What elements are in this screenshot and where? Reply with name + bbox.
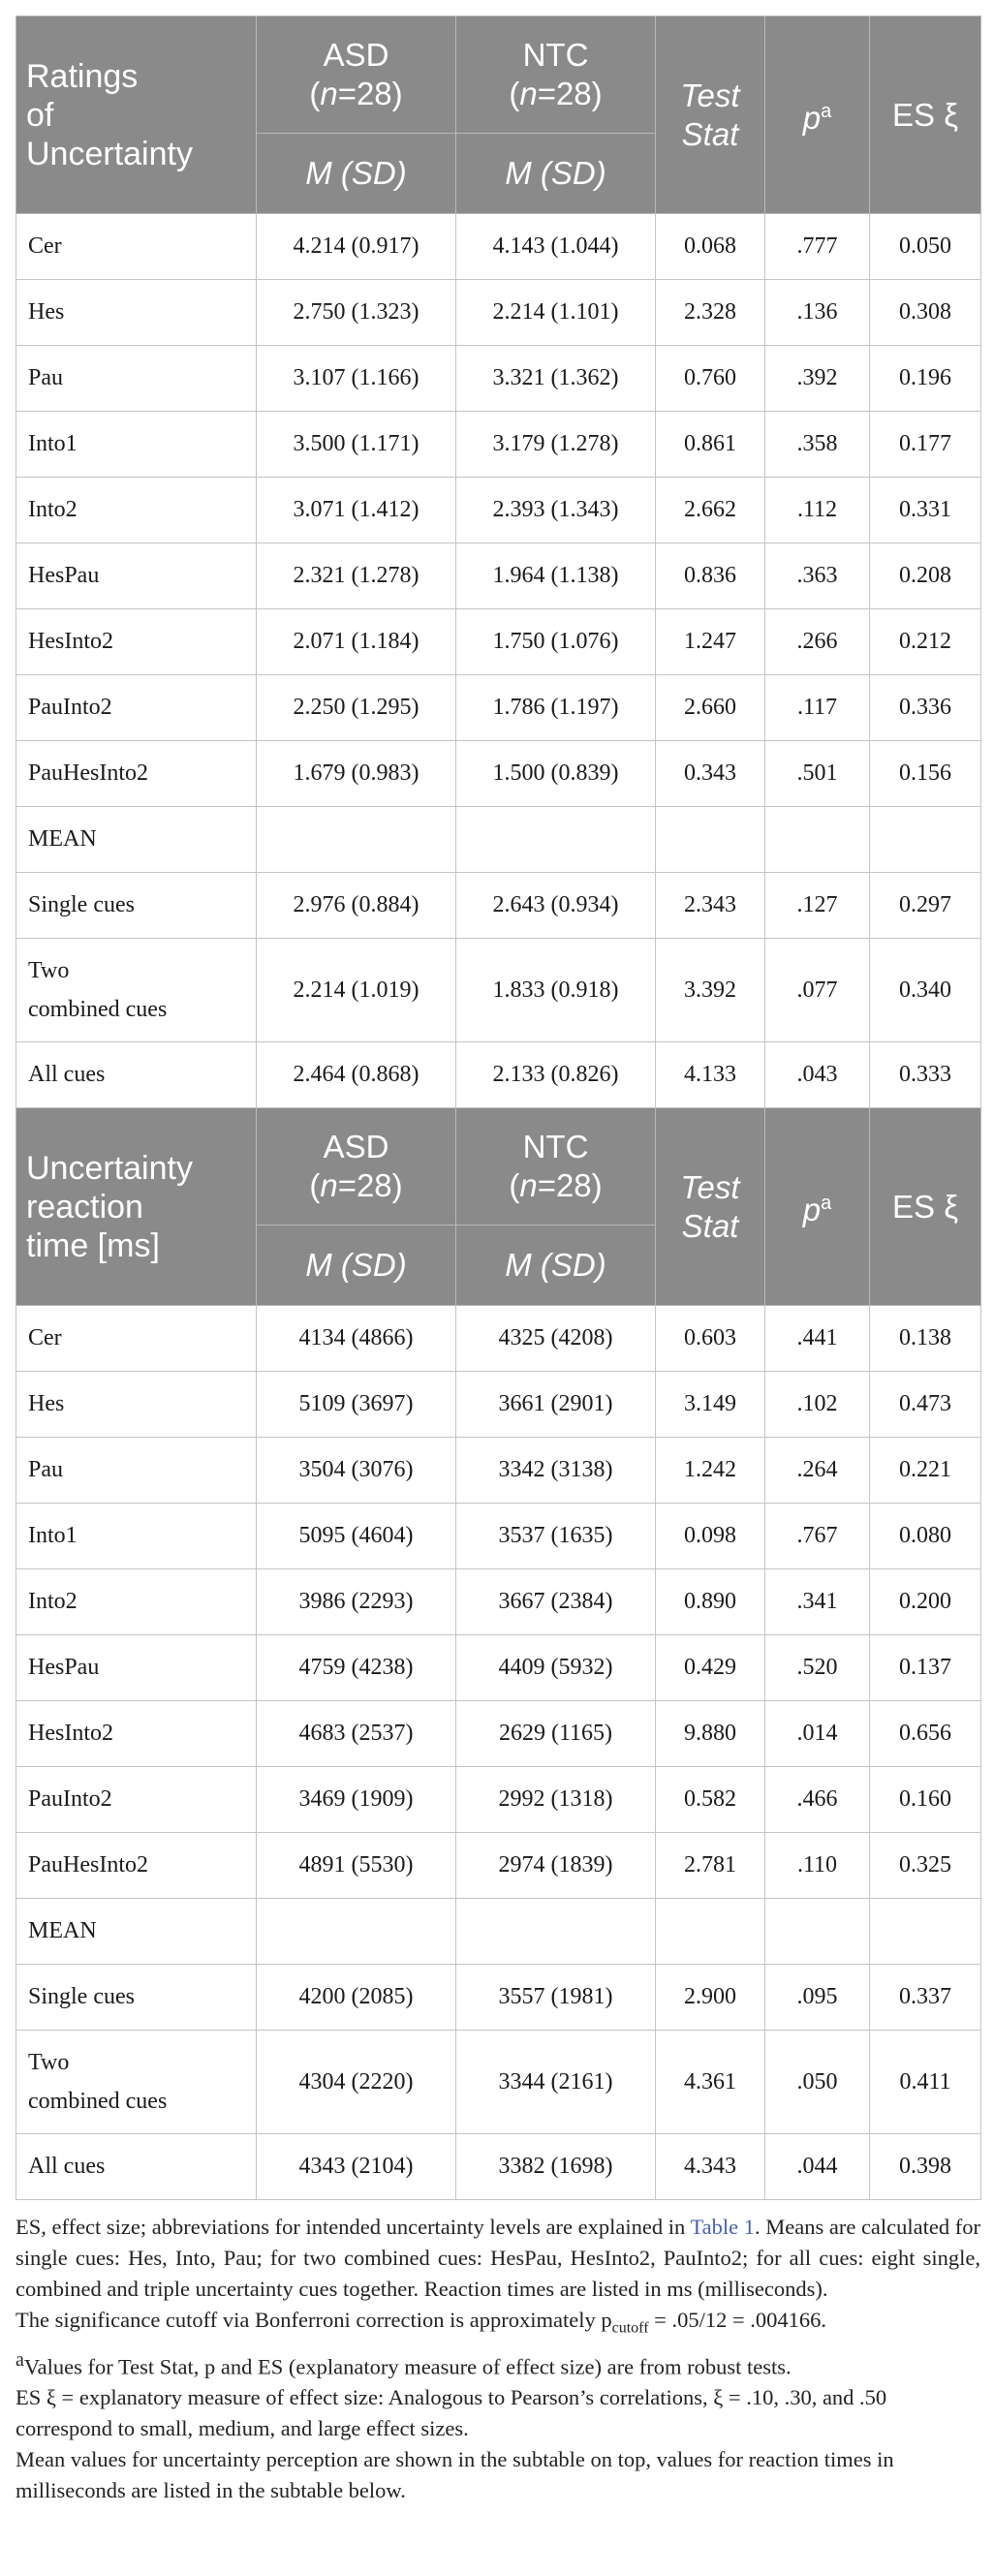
test-stat-value: [656, 807, 765, 873]
ntc-value: 3382 (1698): [456, 2134, 656, 2200]
table-row: [16, 1635, 981, 1701]
ntc-value: 2629 (1165): [456, 1701, 656, 1767]
effect-size-header-2: ES ξ: [870, 1108, 981, 1306]
ntc-value: 3.321 (1.362): [456, 346, 656, 412]
asd-value: 4683 (2537): [257, 1701, 456, 1767]
row-label: Pau: [16, 1438, 257, 1504]
test-stat-value: 3.149: [656, 1372, 765, 1438]
ntc-value: 3342 (3138): [456, 1438, 656, 1504]
table-row: [16, 280, 981, 346]
test-stat-value: 0.068: [656, 214, 765, 280]
test-stat-value: 9.880: [656, 1701, 765, 1767]
asd-value: 2.464 (0.868): [257, 1042, 456, 1108]
row-label: Cer: [16, 1306, 257, 1372]
table-row: [16, 478, 981, 543]
row-label: Into2: [16, 1569, 257, 1635]
test-stat-value: 2.662: [656, 478, 765, 543]
effect-size-value: [870, 807, 981, 873]
effect-size-value: 0.331: [870, 478, 981, 543]
effect-size-value: 0.656: [870, 1701, 981, 1767]
table-footnotes: [16, 2212, 980, 2506]
row-label: Single cues: [16, 873, 257, 939]
effect-size-value: 0.221: [870, 1438, 981, 1504]
ntc-value: 3667 (2384): [456, 1569, 656, 1635]
p-value: .392: [765, 346, 870, 412]
row-label: All cues: [16, 1042, 257, 1108]
ntc-value: [456, 1899, 656, 1965]
asd-value: 4304 (2220): [257, 2031, 456, 2134]
table-row: [16, 543, 981, 609]
asd-value: [257, 1899, 456, 1965]
test-stat-value: 0.343: [656, 741, 765, 807]
effect-size-value: 0.208: [870, 543, 981, 609]
table-row: [16, 1701, 981, 1767]
asd-value: 3504 (3076): [257, 1438, 456, 1504]
asd-value: 2.214 (1.019): [257, 939, 456, 1042]
reaction-time-title: Uncertainty reaction time [ms]: [16, 1108, 257, 1306]
table-row: [16, 214, 981, 280]
table-row: [16, 1042, 981, 1108]
row-label: Into1: [16, 1504, 257, 1569]
table-row: [16, 609, 981, 675]
ntc-value: 1.786 (1.197): [456, 675, 656, 741]
p-value: .441: [765, 1306, 870, 1372]
row-label: Into2: [16, 478, 257, 543]
ntc-value: 1.833 (0.918): [456, 939, 656, 1042]
asd-value: 3.107 (1.166): [257, 346, 456, 412]
ntc-value: 4325 (4208): [456, 1306, 656, 1372]
effect-size-value: 0.160: [870, 1767, 981, 1833]
table-row: [16, 2134, 981, 2200]
row-label: Single cues: [16, 1965, 257, 2031]
p-value: .110: [765, 1833, 870, 1899]
asd-value: 5109 (3697): [257, 1372, 456, 1438]
row-label: PauHesInto2: [16, 1833, 257, 1899]
test-stat-value: 0.836: [656, 543, 765, 609]
effect-size-value: 0.177: [870, 412, 981, 478]
row-label: PauInto2: [16, 675, 257, 741]
p-value: .102: [765, 1372, 870, 1438]
test-stat-value: 2.900: [656, 1965, 765, 2031]
p-value: .520: [765, 1635, 870, 1701]
p-value: .044: [765, 2134, 870, 2200]
test-stat-value: 2.781: [656, 1833, 765, 1899]
row-label: Hes: [16, 1372, 257, 1438]
row-label: HesPau: [16, 1635, 257, 1701]
row-label: HesInto2: [16, 609, 257, 675]
asd-value: 3.071 (1.412): [257, 478, 456, 543]
ntc-value: 4409 (5932): [456, 1635, 656, 1701]
results-table-container: [16, 16, 980, 2506]
p-value: .363: [765, 543, 870, 609]
effect-size-value: 0.200: [870, 1569, 981, 1635]
test-stat-value: 4.361: [656, 2031, 765, 2134]
asd-m-sd-header: M (SD): [257, 134, 456, 214]
asd-value: 4200 (2085): [257, 1965, 456, 2031]
effect-size-value: 0.080: [870, 1504, 981, 1569]
effect-size-value: 0.050: [870, 214, 981, 280]
ntc-value: 4.143 (1.044): [456, 214, 656, 280]
test-stat-value: 1.242: [656, 1438, 765, 1504]
ntc-group-header: NTC (n=28): [456, 16, 656, 134]
test-stat-value: 4.343: [656, 2134, 765, 2200]
effect-size-value: 0.138: [870, 1306, 981, 1372]
p-value: [765, 807, 870, 873]
p-value: [765, 1899, 870, 1965]
table-row: [16, 2031, 981, 2134]
table-row: [16, 1504, 981, 1569]
ntc-value: 3661 (2901): [456, 1372, 656, 1438]
footnote-subtables: Mean values for uncertainty perception are shown in the subtable on top, values for reaction times in milliseconds are listed in the subtable below.: [16, 2447, 894, 2502]
reaction-header-row: [16, 1108, 981, 1226]
row-label: Cer: [16, 214, 257, 280]
test-stat-value: 0.861: [656, 412, 765, 478]
test-stat-value: 0.760: [656, 346, 765, 412]
table-row: [16, 675, 981, 741]
ntc-value: 2974 (1839): [456, 1833, 656, 1899]
ntc-value: 3.179 (1.278): [456, 412, 656, 478]
footnote-robust-tests: $^a$Values for Test Stat, p and ES (explanatory measure of effect size) are from robust tests.: [16, 2348, 792, 2378]
asd-value: 3.500 (1.171): [257, 412, 456, 478]
asd-value: 5095 (4604): [257, 1504, 456, 1569]
table-row: [16, 1438, 981, 1504]
ratings-body: [16, 214, 981, 1108]
test-stat-header-2: Test Stat: [656, 1108, 765, 1306]
asd-value: 2.750 (1.323): [257, 280, 456, 346]
test-stat-value: 1.247: [656, 609, 765, 675]
table-row: [16, 1569, 981, 1635]
effect-size-value: 0.473: [870, 1372, 981, 1438]
row-label: Pau: [16, 346, 257, 412]
effect-size-value: 0.297: [870, 873, 981, 939]
row-label: HesInto2: [16, 1701, 257, 1767]
ntc-value: 1.750 (1.076): [456, 609, 656, 675]
effect-size-value: 0.156: [870, 741, 981, 807]
ntc-value: 2.214 (1.101): [456, 280, 656, 346]
effect-size-value: [870, 1899, 981, 1965]
table-row: [16, 1899, 981, 1965]
p-value: .014: [765, 1701, 870, 1767]
asd-value: 1.679 (0.983): [257, 741, 456, 807]
asd-m-sd-header-2: M (SD): [257, 1226, 456, 1306]
test-stat-value: 2.328: [656, 280, 765, 346]
table-1-link[interactable]: Table 1: [690, 2215, 755, 2239]
reaction-body: [16, 1306, 981, 2200]
ntc-value: 3557 (1981): [456, 1965, 656, 2031]
asd-value: 3986 (2293): [257, 1569, 456, 1635]
test-stat-value: 3.392: [656, 939, 765, 1042]
row-label: MEAN: [16, 807, 257, 873]
asd-value: 4343 (2104): [257, 2134, 456, 2200]
p-value: .264: [765, 1438, 870, 1504]
test-stat-value: 2.660: [656, 675, 765, 741]
effect-size-value: 0.325: [870, 1833, 981, 1899]
table-row: [16, 807, 981, 873]
p-value: .095: [765, 1965, 870, 2031]
p-value: .341: [765, 1569, 870, 1635]
row-label: MEAN: [16, 1899, 257, 1965]
table-row: [16, 939, 981, 1042]
effect-size-value: 0.333: [870, 1042, 981, 1108]
p-value: .466: [765, 1767, 870, 1833]
ntc-value: 1.500 (0.839): [456, 741, 656, 807]
test-stat-value: 0.582: [656, 1767, 765, 1833]
test-stat-value: 0.098: [656, 1504, 765, 1569]
table-row: [16, 1965, 981, 2031]
footnote-bonferroni: The significance cutoff via Bonferroni correction is approximately $p_{cutoff} = .05/12 = .004166$.: [16, 2308, 827, 2337]
asd-value: 4759 (4238): [257, 1635, 456, 1701]
p-value: .043: [765, 1042, 870, 1108]
asd-group-header: ASD (n=28): [257, 16, 456, 134]
ntc-value: 2.643 (0.934): [456, 873, 656, 939]
row-label: PauHesInto2: [16, 741, 257, 807]
p-value-header: $p^a$: [765, 16, 870, 214]
p-value: .358: [765, 412, 870, 478]
footnote-abbreviations: ES, effect size; abbreviations for intended uncertainty levels are explained in Table 1. Means are calculated for single cues: Hes, Into, Pau; for two combined cues: HesPau, HesInto2, PauInto2; for all cues: eight single, combined and triple uncertainty cues together. Reaction times are listed in ms (milliseconds).: [16, 2215, 980, 2301]
p-value-header-2: $p^a$: [765, 1108, 870, 1306]
ntc-value: 1.964 (1.138): [456, 543, 656, 609]
row-label: Hes: [16, 280, 257, 346]
effect-size-value: 0.340: [870, 939, 981, 1042]
asd-value: [257, 807, 456, 873]
row-label: Two combined cues: [16, 939, 257, 1042]
test-stat-header: Test Stat: [656, 16, 765, 214]
effect-size-value: 0.411: [870, 2031, 981, 2134]
ntc-m-sd-header-2: M (SD): [456, 1226, 656, 1306]
table-row: [16, 741, 981, 807]
ntc-value: 2.133 (0.826): [456, 1042, 656, 1108]
effect-size-value: 0.212: [870, 609, 981, 675]
asd-value: 3469 (1909): [257, 1767, 456, 1833]
asd-value: 2.976 (0.884): [257, 873, 456, 939]
test-stat-value: 0.890: [656, 1569, 765, 1635]
asd-value: 2.071 (1.184): [257, 609, 456, 675]
p-value: .077: [765, 939, 870, 1042]
asd-value: 2.250 (1.295): [257, 675, 456, 741]
asd-value: 4891 (5530): [257, 1833, 456, 1899]
effect-size-header: ES ξ: [870, 16, 981, 214]
p-value: .127: [765, 873, 870, 939]
p-value: .112: [765, 478, 870, 543]
ntc-value: 2.393 (1.343): [456, 478, 656, 543]
ratings-header-row: [16, 16, 981, 134]
ratings-title: Ratings of Uncertainty: [16, 16, 257, 214]
p-value: .136: [765, 280, 870, 346]
effect-size-value: 0.337: [870, 1965, 981, 2031]
p-value: .501: [765, 741, 870, 807]
p-value: .266: [765, 609, 870, 675]
effect-size-value: 0.336: [870, 675, 981, 741]
table-row: [16, 412, 981, 478]
ntc-value: 3344 (2161): [456, 2031, 656, 2134]
ntc-group-header-2: NTC (n=28): [456, 1108, 656, 1226]
asd-value: 4.214 (0.917): [257, 214, 456, 280]
p-value: .777: [765, 214, 870, 280]
effect-size-value: 0.398: [870, 2134, 981, 2200]
ntc-value: 2992 (1318): [456, 1767, 656, 1833]
table-row: [16, 1767, 981, 1833]
p-value: .050: [765, 2031, 870, 2134]
row-label: Into1: [16, 412, 257, 478]
p-value: .767: [765, 1504, 870, 1569]
table-row: [16, 1372, 981, 1438]
asd-group-header-2: ASD (n=28): [257, 1108, 456, 1226]
row-label: PauInto2: [16, 1767, 257, 1833]
test-stat-value: 4.133: [656, 1042, 765, 1108]
ntc-m-sd-header: M (SD): [456, 134, 656, 214]
table-row: [16, 346, 981, 412]
footnote-effect-size: ES ξ = explanatory measure of effect size: Analogous to Pearson’s correlations, ξ = .10, .30, and .50 correspond to small, medium, and large effect sizes.: [16, 2385, 887, 2440]
test-stat-value: 0.603: [656, 1306, 765, 1372]
asd-value: 2.321 (1.278): [257, 543, 456, 609]
test-stat-value: 2.343: [656, 873, 765, 939]
table-row: [16, 1833, 981, 1899]
row-label: HesPau: [16, 543, 257, 609]
effect-size-value: 0.137: [870, 1635, 981, 1701]
results-table: [16, 16, 981, 2200]
test-stat-value: 0.429: [656, 1635, 765, 1701]
ntc-value: 3537 (1635): [456, 1504, 656, 1569]
table-row: [16, 1306, 981, 1372]
effect-size-value: 0.308: [870, 280, 981, 346]
table-row: [16, 873, 981, 939]
ntc-value: [456, 807, 656, 873]
asd-value: 4134 (4866): [257, 1306, 456, 1372]
row-label: All cues: [16, 2134, 257, 2200]
row-label: Two combined cues: [16, 2031, 257, 2134]
effect-size-value: 0.196: [870, 346, 981, 412]
p-value: .117: [765, 675, 870, 741]
test-stat-value: [656, 1899, 765, 1965]
